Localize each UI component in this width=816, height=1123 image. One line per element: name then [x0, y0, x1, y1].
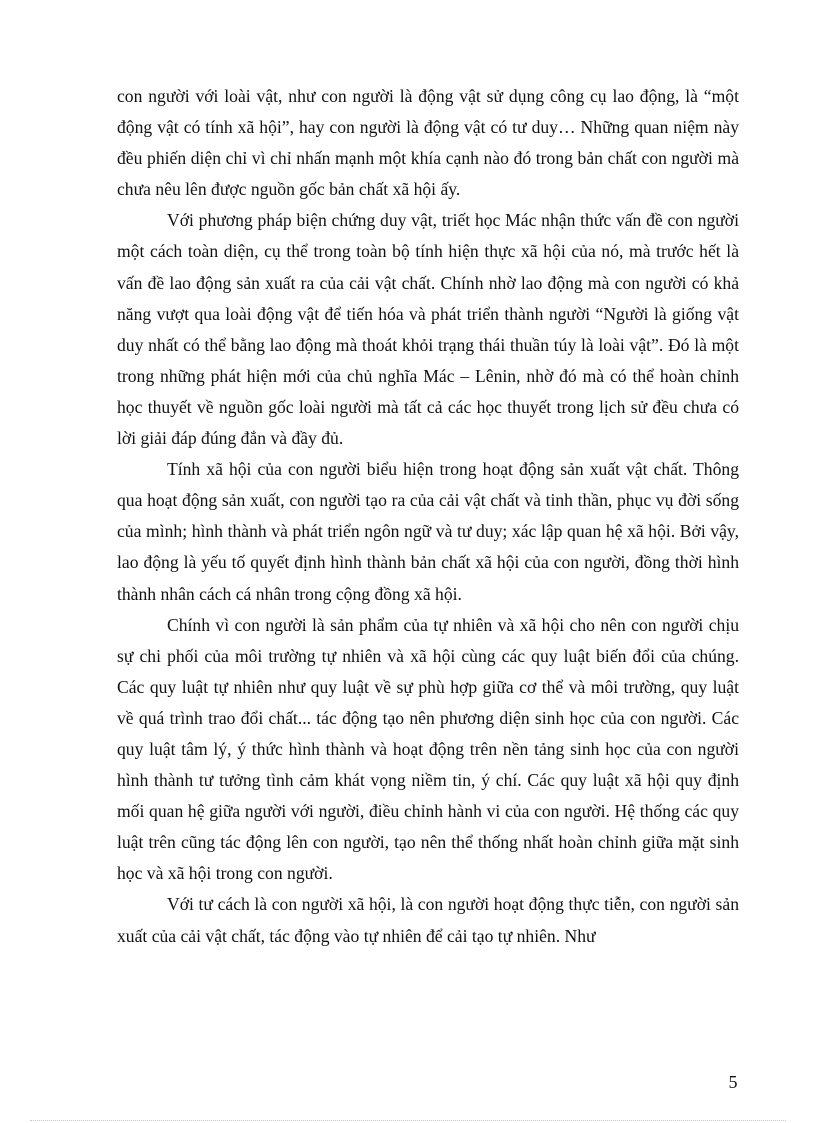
paragraph-2: Với phương pháp biện chứng duy vật, triết học Mác nhận thức vấn đề con người một cách toàn diện, cụ thể trong toàn bộ tính hiện thực xã hội của nó, mà trước hết là vấn đề lao động sản xuất ra của cải vật chất. Chính nhờ lao động mà con người có khả năng vượt qua loài động vật để tiến hóa và phát triển thành người “Người là giống vật duy nhất có thể bằng lao động mà thoát khỏi trạng thái thuần túy là loài vật”. Đó là một trong những phát hiện mới của chủ nghĩa Mác – Lênin, nhờ đó mà có thể hoàn chỉnh học thuyết về nguồn gốc loài người mà tất cả các học thuyết trong lịch sử đều chưa có lời giải đáp đúng đắn và đầy đủ.: [117, 210, 739, 449]
paragraph-5: Với tư cách là con người xã hội, là con người hoạt động thực tiễn, con người sản xuất của cải vật chất, tác động vào tự nhiên để cải tạo tự nhiên. Như: [117, 894, 739, 946]
paragraph-4: Chính vì con người là sản phẩm của tự nhiên và xã hội cho nên con người chịu sự chi phối của môi trường tự nhiên và xã hội cùng các quy luật biến đổi của chúng. Các quy luật tự nhiên như quy luật về sự phù hợp giữa cơ thể và môi trường, quy luật về quá trình trao đổi chất... tác động tạo nên phương diện sinh học của con người. Các quy luật tâm lý, ý thức hình thành và hoạt động trên nền tảng sinh học của con người hình thành tư tưởng tình cảm khát vọng niềm tin, ý chí. Các quy luật xã hội quy định mối quan hệ giữa người với người, điều chỉnh hành vi của con người. Hệ thống các quy luật trên cũng tác động lên con người, tạo nên thể thống nhất hoàn chỉnh giữa mặt sinh học và xã hội trong con người.: [117, 614, 739, 884]
page-bottom-divider: [30, 1120, 786, 1121]
body-text: [117, 81, 739, 952]
page-number: 5: [728, 1072, 738, 1092]
paragraph-3: Tính xã hội của con người biểu hiện trong hoạt động sản xuất vật chất. Thông qua hoạt động sản xuất, con người tạo ra của cải vật chất và tinh thần, phục vụ đời sống của mình; hình thành và phát triển ngôn ngữ và tư duy; xác lập quan hệ xã hội. Bởi vậy, lao động là yếu tố quyết định hình thành bản chất xã hội của con người, đồng thời hình thành nhân cách cá nhân trong cộng đồng xã hội.: [117, 459, 739, 604]
paragraph-1: con người với loài vật, như con người là động vật sử dụng công cụ lao động, là “một động vật có tính xã hội”, hay con người là động vật có tư duy… Những quan niệm này đều phiến diện chỉ vì chỉ nhấn mạnh một khía cạnh nào đó trong bản chất con người mà chưa nêu lên được nguồn gốc bản chất xã hội ấy.: [117, 86, 739, 200]
